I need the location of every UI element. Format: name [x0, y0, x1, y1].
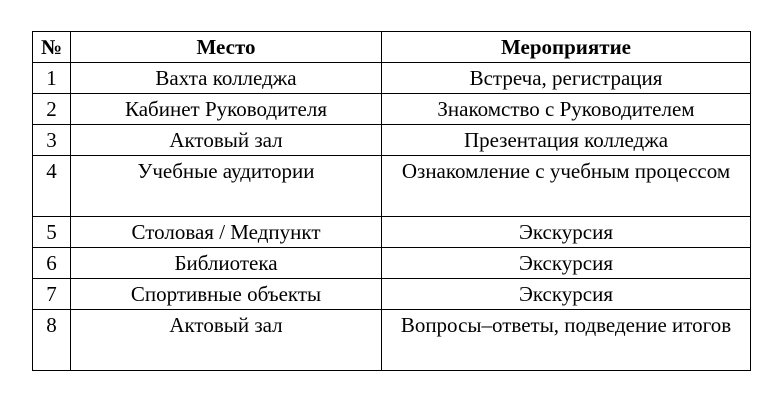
header-num: №: [33, 32, 71, 63]
schedule-table: [32, 31, 751, 371]
row-event: Ознакомление с учебным процессом: [382, 156, 751, 217]
header-place: Место: [71, 32, 382, 63]
row-place: Спортивные объекты: [71, 279, 382, 310]
table-row: [33, 156, 751, 217]
row-num: 2: [33, 94, 71, 125]
row-event: Презентация колледжа: [382, 125, 751, 156]
row-place: Актовый зал: [71, 310, 382, 371]
row-num: 1: [33, 63, 71, 94]
row-event: Знакомство с Руководителем: [382, 94, 751, 125]
table-row: [33, 63, 751, 94]
table-row: [33, 279, 751, 310]
header-event: Мероприятие: [382, 32, 751, 63]
row-event: Экскурсия: [382, 217, 751, 248]
table-row: [33, 94, 751, 125]
table-row: [33, 125, 751, 156]
row-num: 6: [33, 248, 71, 279]
row-num: 4: [33, 156, 71, 217]
row-num: 3: [33, 125, 71, 156]
table-row: [33, 310, 751, 371]
row-num: 8: [33, 310, 71, 371]
row-place: Кабинет Руководителя: [71, 94, 382, 125]
row-place: Столовая / Медпункт: [71, 217, 382, 248]
table-row: [33, 248, 751, 279]
row-event: Экскурсия: [382, 248, 751, 279]
row-event: Экскурсия: [382, 279, 751, 310]
row-num: 5: [33, 217, 71, 248]
row-event: Встреча, регистрация: [382, 63, 751, 94]
table-header-row: [33, 32, 751, 63]
table-row: [33, 217, 751, 248]
row-event: Вопросы–ответы, подведение итогов: [382, 310, 751, 371]
row-place: Библиотека: [71, 248, 382, 279]
row-place: Учебные аудитории: [71, 156, 382, 217]
row-place: Актовый зал: [71, 125, 382, 156]
row-place: Вахта колледжа: [71, 63, 382, 94]
row-num: 7: [33, 279, 71, 310]
